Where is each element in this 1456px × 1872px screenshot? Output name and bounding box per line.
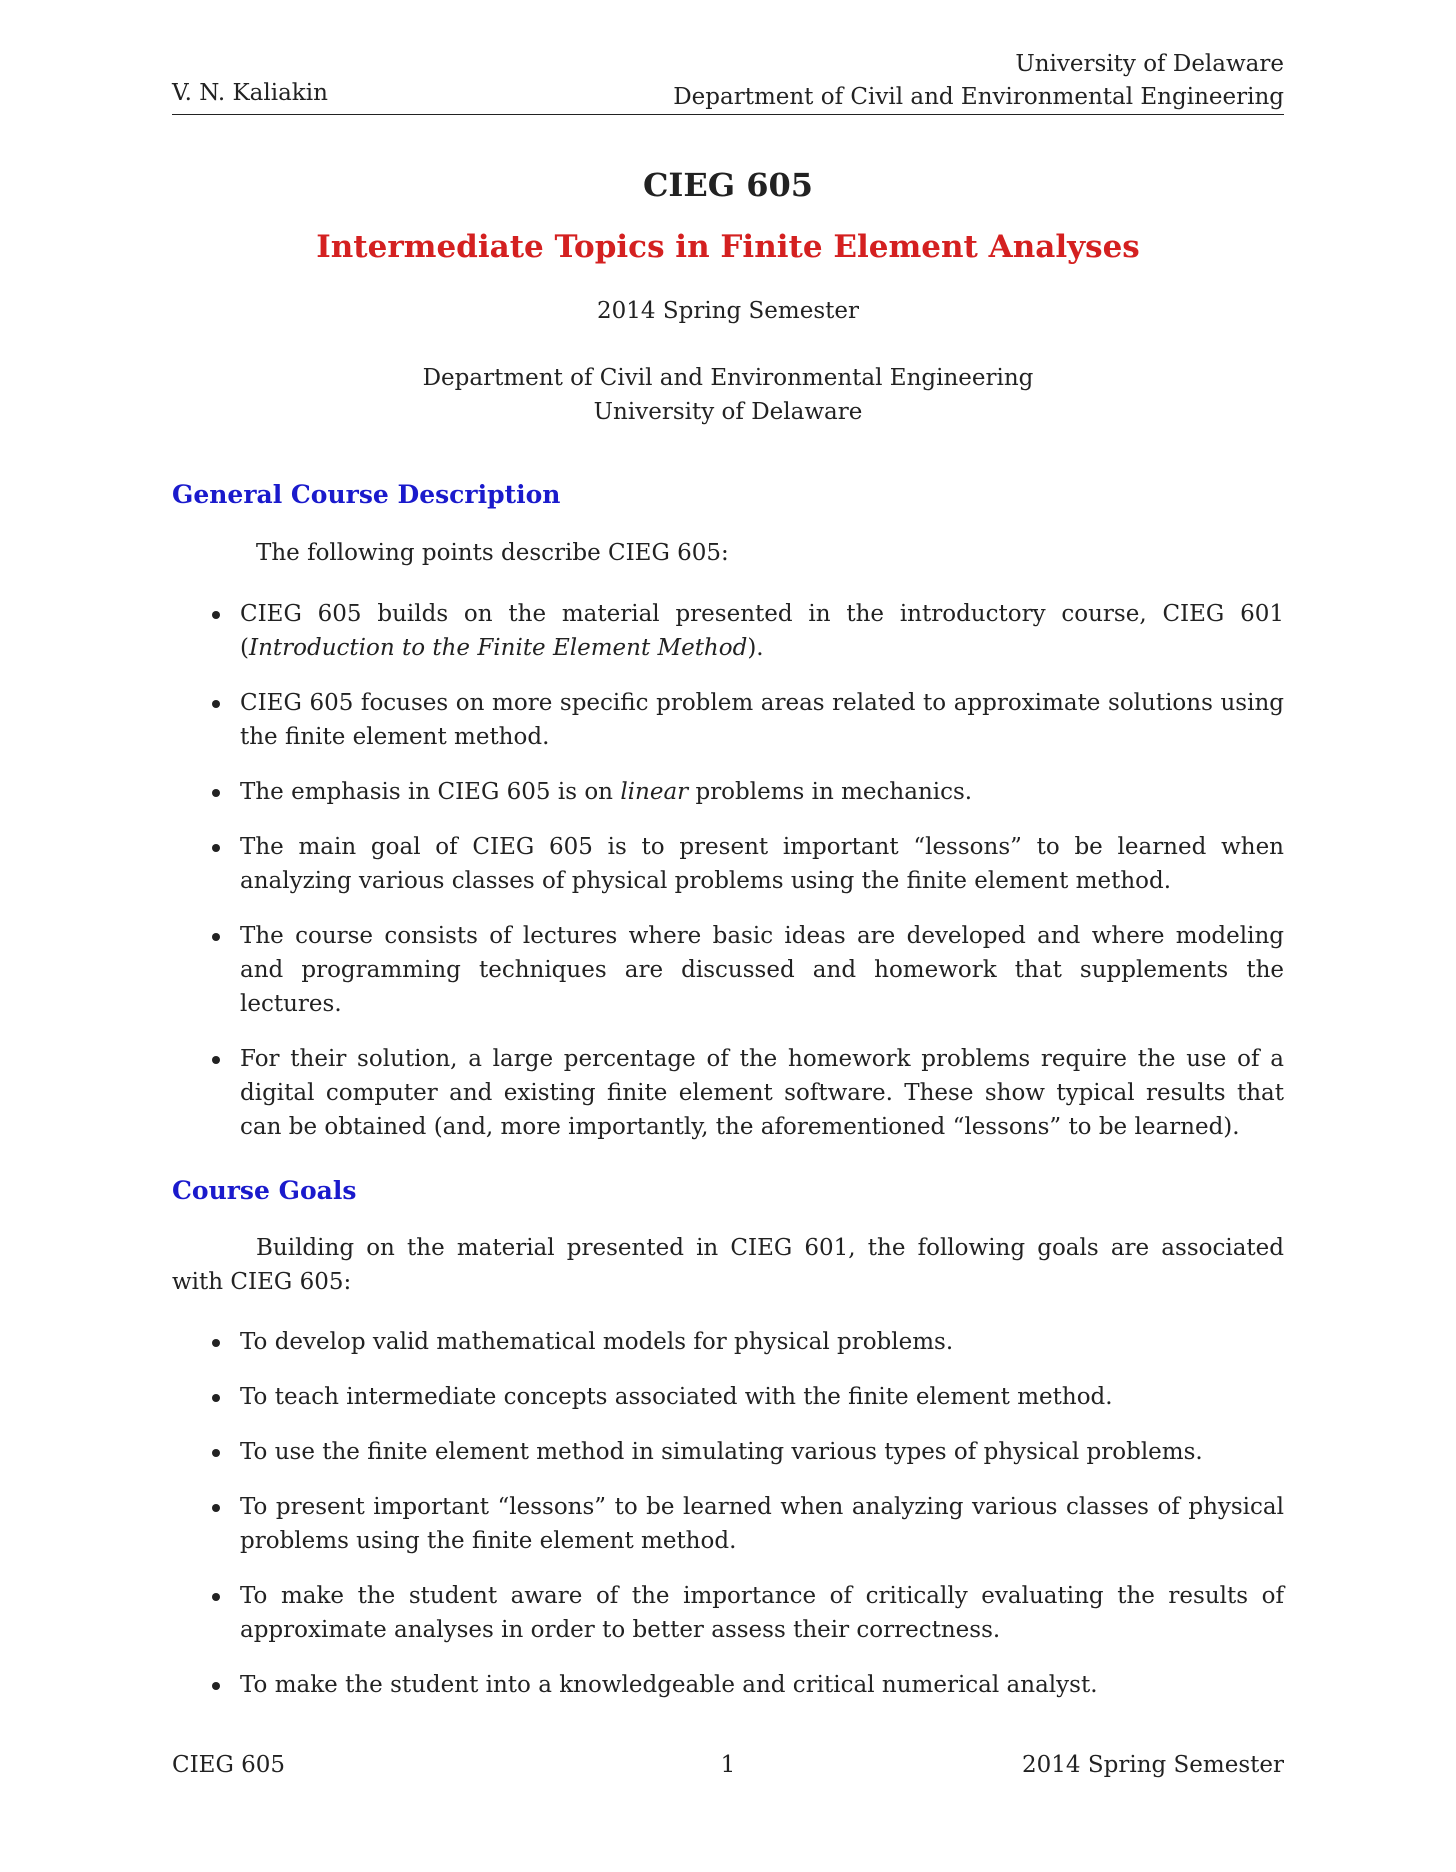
list-item: The emphasis in CIEG 605 is on linear problems in mechanics. xyxy=(172,775,1284,809)
bullet-icon xyxy=(212,611,220,619)
list-item: CIEG 605 builds on the material presented in the introductory course, CIEG 601 (Introduction to the Finite Element Method). xyxy=(172,597,1284,665)
italic-text: linear xyxy=(620,779,689,805)
section-heading-course-goals: Course Goals xyxy=(172,1176,357,1205)
bullet-icon xyxy=(212,1394,220,1402)
section-heading-general-description: General Course Description xyxy=(172,480,561,509)
list-item: To make the student aware of the importance of critically evaluating the results of approximate analyses in order to better assess their correctness. xyxy=(172,1579,1284,1647)
bullet-icon xyxy=(212,844,220,852)
header-author: V. N. Kaliakin xyxy=(172,80,328,106)
course-code-title: CIEG 605 xyxy=(642,166,814,204)
course-goals-intro: Building on the material presented in CIEG 601, the following goals are associated with CIEG 605: xyxy=(172,1235,1284,1295)
title-affiliation xyxy=(172,361,1284,429)
header-rule xyxy=(172,114,1284,115)
list-item: To present important “lessons” to be learned when analyzing various classes of physical problems using the finite element method. xyxy=(172,1490,1284,1558)
list-item: The main goal of CIEG 605 is to present important “lessons” to be learned when analyzing various classes of physical problems using the finite element method. xyxy=(172,830,1284,898)
bullet-icon xyxy=(212,700,220,708)
bullet-icon xyxy=(212,1449,220,1457)
header-university: University of Delaware xyxy=(1015,51,1284,77)
semester-line: 2014 Spring Semester xyxy=(597,298,859,324)
bullet-icon xyxy=(212,789,220,797)
course-goals-list xyxy=(172,1325,1284,1723)
title-university: University of Delaware xyxy=(593,399,863,425)
bullet-icon xyxy=(212,1056,220,1064)
list-item: To use the finite element method in simulating various types of physical problems. xyxy=(172,1435,1284,1469)
general-description-intro: The following points describe CIEG 605: xyxy=(256,540,729,566)
bullet-icon xyxy=(212,1682,220,1690)
list-item: To make the student into a knowledgeable and critical numerical analyst. xyxy=(172,1668,1284,1702)
footer-page-number: 1 xyxy=(720,1752,736,1778)
general-description-list xyxy=(172,597,1284,1165)
list-item: The course consists of lectures where basic ideas are developed and where modeling and programming techniques are discussed and homework that supplements the lectures. xyxy=(172,919,1284,1021)
italic-text: Introduction to the Finite Element Method xyxy=(248,635,748,661)
list-item: To develop valid mathematical models for physical problems. xyxy=(172,1325,1284,1359)
bullet-icon xyxy=(212,933,220,941)
list-item: For their solution, a large percentage of the homework problems require the use of a digital computer and existing finite element software. These show typical results that can be obtained (and, more importantly, the aforementioned “lessons” to be learned). xyxy=(172,1042,1284,1144)
footer-course-code: CIEG 605 xyxy=(172,1752,286,1778)
bullet-icon xyxy=(212,1593,220,1601)
list-item: CIEG 605 focuses on more specific problem areas related to approximate solutions using the finite element method. xyxy=(172,686,1284,754)
header-department: Department of Civil and Environmental Engineering xyxy=(673,84,1284,110)
footer-semester: 2014 Spring Semester xyxy=(1022,1752,1284,1778)
list-item: To teach intermediate concepts associated with the finite element method. xyxy=(172,1380,1284,1414)
title-department: Department of Civil and Environmental Engineering xyxy=(422,365,1034,391)
header-affiliation xyxy=(673,48,1284,114)
bullet-icon xyxy=(212,1504,220,1512)
course-name-title: Intermediate Topics in Finite Element Analyses xyxy=(316,229,1140,265)
bullet-icon xyxy=(212,1339,220,1347)
